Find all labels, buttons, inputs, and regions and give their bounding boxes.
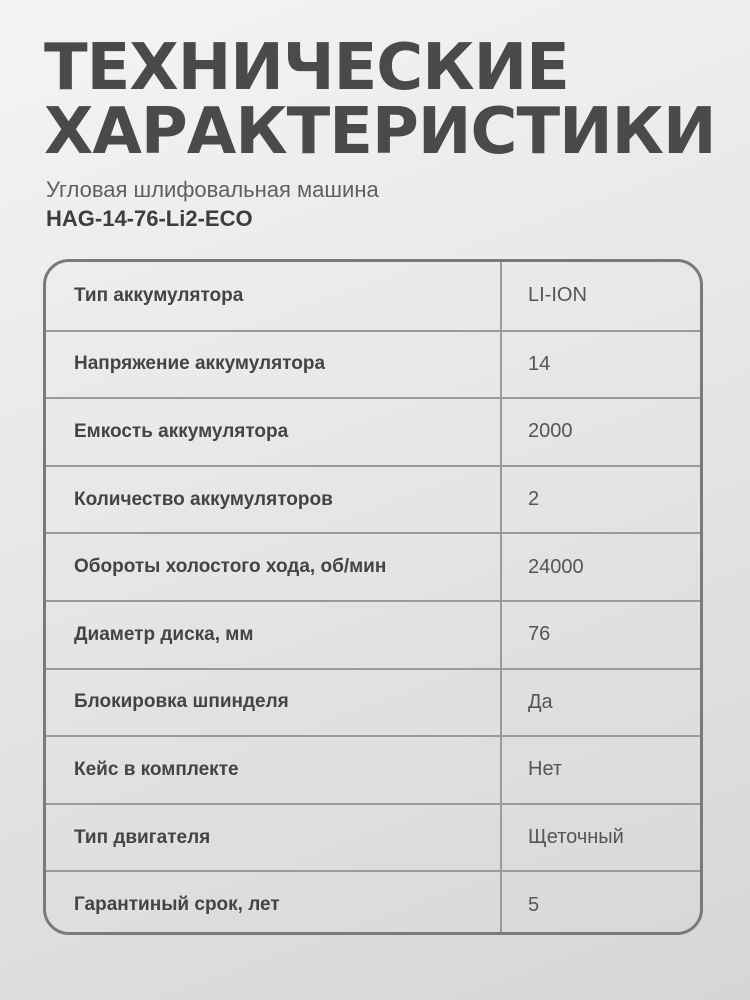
spec-value: 2000 bbox=[528, 420, 573, 443]
spec-name: Количество аккумуляторов bbox=[46, 467, 502, 533]
spec-name: Гарантиный срок, лет bbox=[46, 872, 502, 935]
spec-row-battery-voltage bbox=[46, 330, 700, 398]
spec-name: Напряжение аккумулятора bbox=[46, 332, 502, 398]
spec-row-disc-diameter bbox=[46, 600, 700, 668]
spec-row-idle-speed bbox=[46, 532, 700, 600]
spec-name: Емкость аккумулятора bbox=[46, 399, 502, 465]
spec-name: Тип двигателя bbox=[46, 805, 502, 871]
spec-value: 5 bbox=[528, 893, 540, 916]
spec-name: Тип аккумулятора bbox=[46, 262, 502, 330]
spec-row-battery-type bbox=[46, 262, 700, 330]
spec-name: Диаметр диска, мм bbox=[46, 602, 502, 668]
spec-row-battery-count bbox=[46, 465, 700, 533]
page-title bbox=[44, 31, 716, 169]
spec-name: Блокировка шпинделя bbox=[46, 670, 502, 736]
spec-row-battery-capacity bbox=[46, 397, 700, 465]
spec-value: 14 bbox=[528, 352, 551, 375]
spec-name: Кейс в комплекте bbox=[46, 737, 502, 803]
spec-row-warranty bbox=[46, 870, 700, 935]
spec-name: Обороты холостого хода, об/мин bbox=[46, 534, 502, 600]
spec-row-motor-type bbox=[46, 803, 700, 871]
product-model: HAG-14-76-Li2-ECO bbox=[46, 206, 253, 231]
spec-value: 76 bbox=[528, 623, 551, 646]
spec-value: Да bbox=[528, 690, 553, 713]
spec-value: 2 bbox=[528, 488, 540, 511]
spec-value: Нет bbox=[528, 758, 563, 781]
spec-row-spindle-lock bbox=[46, 668, 700, 736]
spec-value: 24000 bbox=[528, 555, 584, 578]
spec-value: LI-ION bbox=[528, 284, 587, 307]
product-subtitle: Угловая шлифовальная машина bbox=[46, 177, 379, 202]
title-line-2: ХАРАКТЕРИСТИКИ bbox=[44, 95, 716, 169]
spec-row-case-included bbox=[46, 735, 700, 803]
specs-table bbox=[43, 259, 703, 935]
title-line-1: ТЕХНИЧЕСКИЕ bbox=[44, 31, 569, 105]
spec-value: Щеточный bbox=[528, 826, 624, 849]
